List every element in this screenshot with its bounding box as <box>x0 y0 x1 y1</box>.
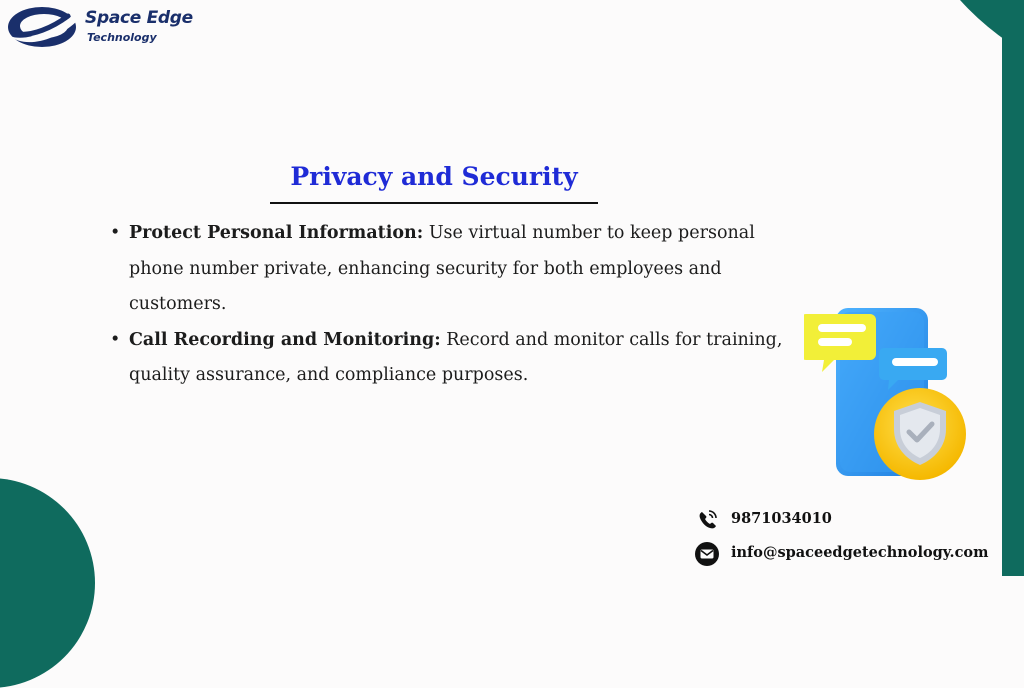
contact-phone[interactable]: 9871034010 <box>731 510 832 527</box>
envelope-icon <box>694 541 720 567</box>
brand-name: Space Edge <box>85 8 193 28</box>
brand-logo <box>4 2 193 50</box>
decorative-right-strip <box>1002 0 1024 576</box>
bullet-dot: • <box>110 223 121 243</box>
title-underline <box>270 202 598 204</box>
logo-swoosh-icon <box>4 2 76 50</box>
brand-tagline: Technology <box>87 31 157 44</box>
bullet-heading: Protect Personal Information: <box>129 223 424 243</box>
bullet-text: Record and monitor calls for training, quality assurance, and compliance purposes. <box>129 329 783 385</box>
contact-email[interactable]: info@spaceedgetechnology.com <box>731 544 989 561</box>
bullet-item <box>110 323 800 394</box>
phone-chat-shield-illustration <box>804 304 974 484</box>
bullet-item <box>110 216 800 323</box>
phone-call-icon <box>694 507 720 533</box>
bullet-list <box>110 216 800 394</box>
bullet-text: Use virtual number to keep personal phone number private, enhancing security for both employees and customers. <box>129 223 755 314</box>
decorative-corner-bottom-left <box>0 478 95 688</box>
bullet-heading: Call Recording and Monitoring: <box>129 329 441 350</box>
page-title: Privacy and Security <box>290 162 578 191</box>
bullet-dot: • <box>110 329 121 350</box>
